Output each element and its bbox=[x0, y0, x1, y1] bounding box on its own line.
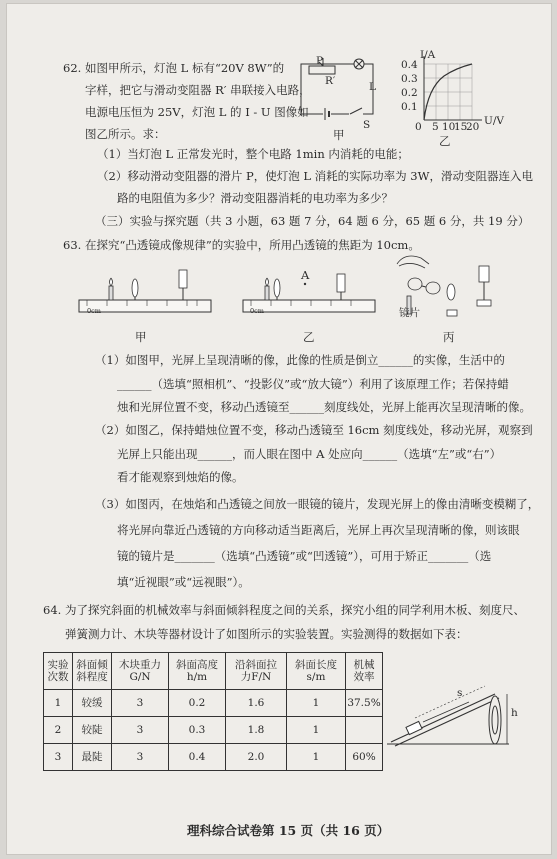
section-header: （三）实验与探究题（共 3 小题，63 题 7 分，64 题 6 分，65 题 6 分，共 19 分） bbox=[95, 214, 530, 228]
q63-part1-line3: 烛和光屏位置不变，移动凸透镜至______刻度线处，光屏上能再次呈现清晰的像。 bbox=[117, 400, 531, 414]
table-cell: 1 bbox=[287, 690, 346, 717]
q62-subquestion-2b: 路的电阻值为多少？滑动变阻器消耗的电功率为多少？ bbox=[117, 191, 393, 205]
q62-subquestion-1: （1）当灯泡 L 正常发光时，整个电路 1min 内消耗的电能； bbox=[97, 147, 409, 161]
table-cell: 3 bbox=[112, 690, 169, 717]
table-cell: 2 bbox=[44, 717, 73, 744]
q63-part1-line1: （1）如图甲，光屏上呈现清晰的像，此像的性质是倒立______的实像，生活中的 bbox=[95, 353, 505, 367]
table-cell: 1 bbox=[44, 690, 73, 717]
graph-xtick-5: 5 bbox=[432, 121, 439, 133]
table-cell: 1 bbox=[287, 717, 346, 744]
graph-ytick-01: 0.1 bbox=[401, 101, 418, 113]
table-header-cell: 沿斜面拉 力F/N bbox=[226, 653, 287, 690]
table-cell: 1.8 bbox=[226, 717, 287, 744]
circuit-label-s: S bbox=[363, 119, 371, 131]
q62-text-line4: 图乙所示。求： bbox=[85, 127, 166, 141]
table-cell: 最陡 bbox=[73, 744, 112, 771]
ruler-jia-tick-0: 0cm bbox=[87, 307, 101, 315]
q63-part1-line2: ______（选填“照相机”、“投影仪”或“放大镜”）利用了该原理工作；若保持蜡 bbox=[117, 377, 509, 391]
fig-63-bing-label: 丙 bbox=[443, 330, 455, 344]
fig-63-lens-label: 镜片 bbox=[399, 307, 420, 319]
table-row bbox=[44, 690, 383, 717]
circuit-label-p: P bbox=[316, 55, 324, 67]
table-cell: 0.2 bbox=[169, 690, 226, 717]
table-cell: 1.6 bbox=[226, 690, 287, 717]
fig-yi-label: 乙 bbox=[439, 134, 451, 148]
experiment-data-table bbox=[43, 652, 383, 771]
table-header-cell: 斜面高度 h/m bbox=[169, 653, 226, 690]
table-cell: 3 bbox=[112, 744, 169, 771]
table-cell: 1 bbox=[287, 744, 346, 771]
q63-part2-line3: 看才能观察到烛焰的像。 bbox=[117, 470, 244, 484]
table-cell: 0.4 bbox=[169, 744, 226, 771]
graph-ytick-02: 0.2 bbox=[401, 87, 418, 99]
q63-part2-line2: 光屏上只能出现______，而人眼在图中 A 处应向______（选填“左”或“右”） bbox=[117, 447, 502, 461]
table-header-cell: 木块重力 G/N bbox=[112, 653, 169, 690]
graph-xtick-0: 0 bbox=[415, 121, 422, 133]
q62-text-line2: 字样，把它与滑动变阻器 R′ 串联接入电路， bbox=[85, 83, 311, 97]
q63-intro: 63. 在探究“凸透镜成像规律”的实验中，所用凸透镜的焦距为 10cm。 bbox=[63, 238, 420, 252]
table-cell: 3 bbox=[44, 744, 73, 771]
graph-xtick-15: 15 bbox=[454, 121, 468, 133]
q62-number: 62. bbox=[63, 61, 82, 75]
q62-text-line1: 如图甲所示，灯泡 L 标有“20V 8W”的 bbox=[85, 61, 285, 75]
exam-page bbox=[6, 3, 552, 855]
page-footer: 理科综合试卷第 15 页（共 16 页） bbox=[187, 823, 390, 838]
fig-jia-label: 甲 bbox=[333, 128, 345, 142]
q63-part3-line3: 镜的镜片是_______（选填“凸透镜”或“凹透镜”），可用于矫正_______（选 bbox=[117, 549, 492, 563]
fig-63-jia-label: 甲 bbox=[135, 330, 147, 344]
fig-label-s: s bbox=[457, 687, 463, 699]
table-cell: 2.0 bbox=[226, 744, 287, 771]
q64-line2: 弹簧测力计、木块等器材设计了如图所示的实验装置。实验测得的数据如下表： bbox=[65, 627, 468, 641]
table-cell: 较缓 bbox=[73, 690, 112, 717]
graph-xlabel: U/V bbox=[484, 115, 504, 127]
graph-ylabel: I/A bbox=[420, 49, 436, 61]
table-row bbox=[44, 744, 383, 771]
table-header-cell: 机械 效率 bbox=[346, 653, 383, 690]
table-cell: 60% bbox=[346, 744, 383, 771]
q62-text-line3: 电源电压恒为 25V，灯泡 L 的 I - U 图像如 bbox=[85, 105, 309, 119]
q63-part3-line2: 将光屏向靠近凸透镜的方向移动适当距离后，光屏上再次呈现清晰的像，则该眼 bbox=[117, 523, 520, 537]
table-header-cell: 斜面倾 斜程度 bbox=[73, 653, 112, 690]
ruler-yi-tick-0: 0cm bbox=[250, 307, 264, 315]
graph-xtick-10: 10 bbox=[442, 121, 456, 133]
fig-label-h: h bbox=[511, 707, 518, 719]
graph-xtick-20: 20 bbox=[466, 121, 480, 133]
table-cell: 0.3 bbox=[169, 717, 226, 744]
inclined-plane-figure bbox=[385, 674, 515, 754]
table-cell: 37.5% bbox=[346, 690, 383, 717]
circuit-label-r: R′ bbox=[325, 75, 336, 87]
fig-63-point-a: A bbox=[301, 268, 310, 282]
q62-subquestion-2a: （2）移动滑动变阻器的滑片 P，使灯泡 L 消耗的实际功率为 3W，滑动变阻器连入电 bbox=[97, 169, 533, 183]
q63-part3-line1: （3）如图丙，在烛焰和凸透镜之间放一眼镜的镜片，发现光屏上的像由清晰变模糊了， bbox=[95, 497, 540, 511]
table-header-cell: 斜面长度 s/m bbox=[287, 653, 346, 690]
q64-line1: 64. 为了探究斜面的机械效率与斜面倾斜程度之间的关系，探究小组的同学利用木板、刻度尺、 bbox=[43, 603, 525, 617]
q63-part3-line4: 填“近视眼”或“远视眼”）。 bbox=[117, 575, 250, 589]
circuit-label-l: L bbox=[369, 81, 376, 93]
circuit-diagram bbox=[295, 54, 387, 134]
graph-ytick-03: 0.3 bbox=[401, 73, 418, 85]
q63-part2-line1: （2）如图乙，保持蜡烛位置不变，移动凸透镜至 16cm 刻度线处，移动光屏，观察到 bbox=[95, 423, 533, 437]
table-cell: 较陡 bbox=[73, 717, 112, 744]
table-header-cell: 实验 次数 bbox=[44, 653, 73, 690]
table-row bbox=[44, 717, 383, 744]
table-cell: 3 bbox=[112, 717, 169, 744]
fig-63-yi-label: 乙 bbox=[303, 330, 315, 344]
table-header-row bbox=[44, 653, 383, 690]
table-cell bbox=[346, 717, 383, 744]
graph-ytick-04: 0.4 bbox=[401, 59, 418, 71]
